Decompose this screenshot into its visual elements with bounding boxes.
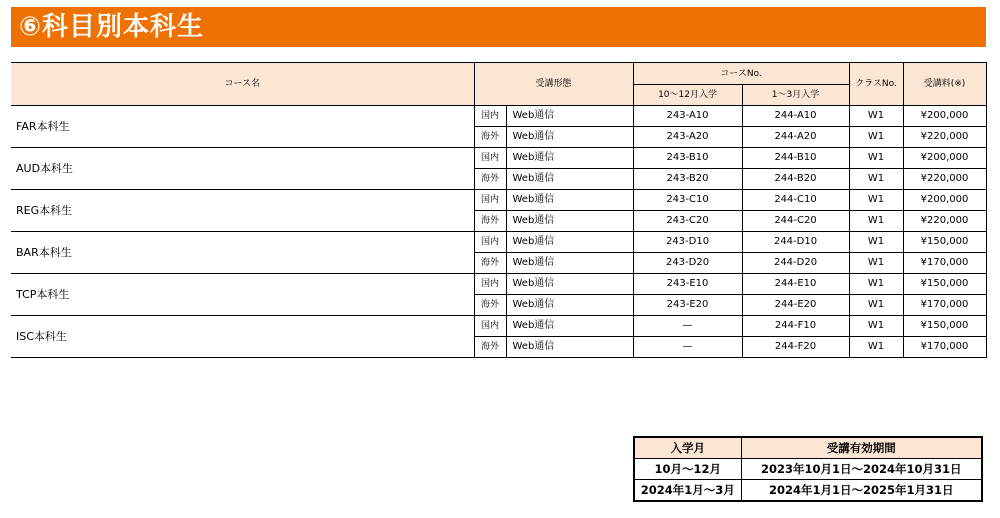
class-no-cell: W1: [849, 127, 903, 148]
class-no-cell: W1: [849, 106, 903, 127]
format-cell: Web通信: [506, 316, 633, 337]
header-jan-mar: 1～3月入学: [742, 85, 849, 106]
format-cell: Web通信: [506, 106, 633, 127]
header-course-name: コース名: [11, 63, 474, 106]
class-no-cell: W1: [849, 169, 903, 190]
course-no-jan-mar: 244-C20: [742, 211, 849, 232]
format-cell: Web通信: [506, 295, 633, 316]
class-no-cell: W1: [849, 148, 903, 169]
validity-table: [633, 436, 983, 502]
format-cell: Web通信: [506, 232, 633, 253]
course-no-oct-dec: —: [633, 337, 742, 358]
region-cell: 海外: [474, 337, 506, 358]
course-name: AUD本科生: [11, 148, 474, 190]
table-row: [11, 316, 986, 337]
fee-cell: ¥170,000: [903, 295, 986, 316]
course-name: BAR本科生: [11, 232, 474, 274]
header-class-no: クラスNo.: [849, 63, 903, 106]
course-no-oct-dec: 243-D10: [633, 232, 742, 253]
class-no-cell: W1: [849, 190, 903, 211]
region-cell: 海外: [474, 127, 506, 148]
course-table: [11, 62, 987, 358]
section-title: ⑥科目別本科生: [19, 12, 205, 42]
course-no-oct-dec: 243-C20: [633, 211, 742, 232]
course-name: FAR本科生: [11, 106, 474, 148]
class-no-cell: W1: [849, 232, 903, 253]
fee-cell: ¥170,000: [903, 253, 986, 274]
fee-cell: ¥170,000: [903, 337, 986, 358]
header-oct-dec: 10～12月入学: [633, 85, 742, 106]
fee-cell: ¥220,000: [903, 169, 986, 190]
region-cell: 海外: [474, 211, 506, 232]
region-cell: 国内: [474, 232, 506, 253]
region-cell: 海外: [474, 295, 506, 316]
course-no-jan-mar: 244-F10: [742, 316, 849, 337]
table-row: [11, 274, 986, 295]
course-no-oct-dec: 243-A10: [633, 106, 742, 127]
fee-cell: ¥200,000: [903, 190, 986, 211]
course-no-jan-mar: 244-B10: [742, 148, 849, 169]
fee-cell: ¥220,000: [903, 127, 986, 148]
header-course-no: コースNo.: [633, 63, 849, 85]
course-name: REG本科生: [11, 190, 474, 232]
region-cell: 国内: [474, 274, 506, 295]
region-cell: 国内: [474, 148, 506, 169]
course-no-oct-dec: 243-C10: [633, 190, 742, 211]
table-row: [11, 232, 986, 253]
format-cell: Web通信: [506, 127, 633, 148]
course-no-jan-mar: 244-F20: [742, 337, 849, 358]
table-row: [11, 106, 986, 127]
class-no-cell: W1: [849, 211, 903, 232]
class-no-cell: W1: [849, 253, 903, 274]
header-format: 受講形態: [474, 63, 633, 106]
format-cell: Web通信: [506, 211, 633, 232]
region-cell: 国内: [474, 190, 506, 211]
class-no-cell: W1: [849, 274, 903, 295]
format-cell: Web通信: [506, 148, 633, 169]
fee-cell: ¥220,000: [903, 211, 986, 232]
format-cell: Web通信: [506, 337, 633, 358]
table-row: [634, 480, 982, 502]
validity-month: 10月～12月: [634, 459, 741, 480]
region-cell: 海外: [474, 169, 506, 190]
course-no-oct-dec: 243-E20: [633, 295, 742, 316]
format-cell: Web通信: [506, 253, 633, 274]
course-no-jan-mar: 244-E20: [742, 295, 849, 316]
course-no-oct-dec: —: [633, 316, 742, 337]
fee-cell: ¥150,000: [903, 274, 986, 295]
table-row: [11, 190, 986, 211]
fee-cell: ¥200,000: [903, 148, 986, 169]
validity-month: 2024年1月～3月: [634, 480, 741, 502]
course-name: TCP本科生: [11, 274, 474, 316]
region-cell: 国内: [474, 106, 506, 127]
fee-cell: ¥150,000: [903, 232, 986, 253]
validity-period: 2023年10月1日～2024年10月31日: [741, 459, 982, 480]
course-no-jan-mar: 244-A10: [742, 106, 849, 127]
class-no-cell: W1: [849, 295, 903, 316]
course-no-oct-dec: 243-B20: [633, 169, 742, 190]
course-name: ISC本科生: [11, 316, 474, 358]
validity-period: 2024年1月1日～2025年1月31日: [741, 480, 982, 502]
course-no-oct-dec: 243-D20: [633, 253, 742, 274]
validity-header-month: 入学月: [634, 437, 741, 459]
table-row: [11, 148, 986, 169]
region-cell: 海外: [474, 253, 506, 274]
fee-cell: ¥200,000: [903, 106, 986, 127]
course-no-jan-mar: 244-D20: [742, 253, 849, 274]
region-cell: 国内: [474, 316, 506, 337]
section-banner: [11, 7, 986, 47]
table-row: [634, 459, 982, 480]
course-no-oct-dec: 243-B10: [633, 148, 742, 169]
course-no-oct-dec: 243-E10: [633, 274, 742, 295]
format-cell: Web通信: [506, 190, 633, 211]
validity-header-period: 受講有効期間: [741, 437, 982, 459]
course-no-jan-mar: 244-A20: [742, 127, 849, 148]
course-no-jan-mar: 244-B20: [742, 169, 849, 190]
class-no-cell: W1: [849, 337, 903, 358]
course-no-oct-dec: 243-A20: [633, 127, 742, 148]
header-fee: 受講料(※): [903, 63, 986, 106]
format-cell: Web通信: [506, 274, 633, 295]
fee-cell: ¥150,000: [903, 316, 986, 337]
class-no-cell: W1: [849, 316, 903, 337]
format-cell: Web通信: [506, 169, 633, 190]
course-no-jan-mar: 244-C10: [742, 190, 849, 211]
course-no-jan-mar: 244-D10: [742, 232, 849, 253]
course-no-jan-mar: 244-E10: [742, 274, 849, 295]
